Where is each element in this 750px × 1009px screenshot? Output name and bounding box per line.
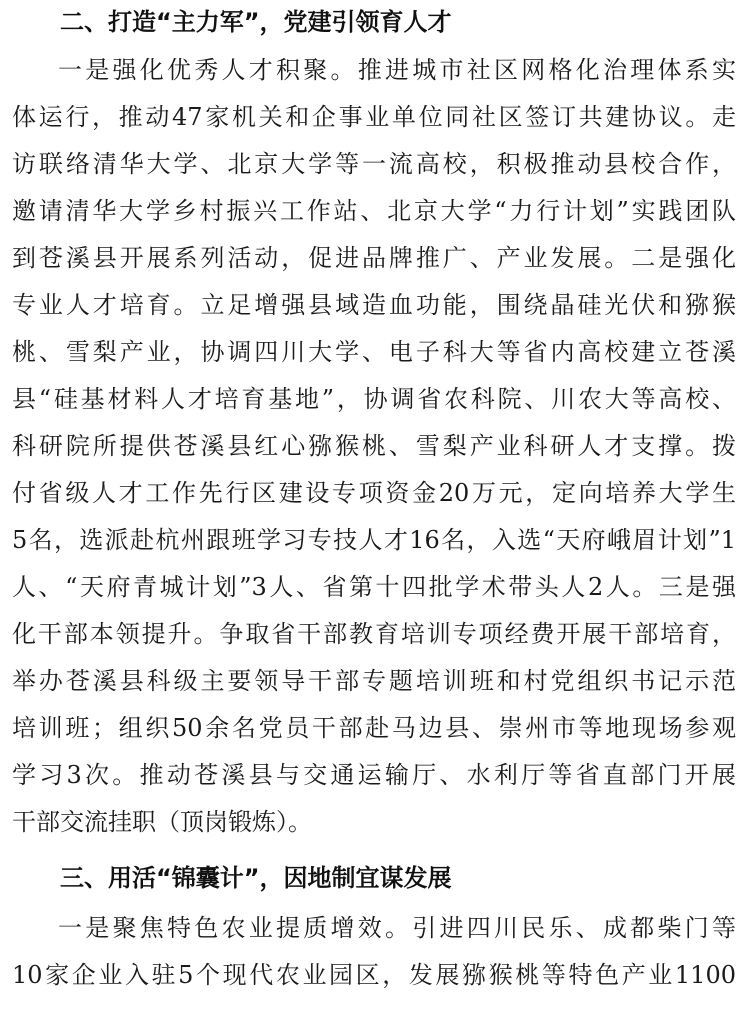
paragraph-line: 培训班；组织50余名党员干部赴马边县、崇州市等地现场参观 <box>12 714 736 742</box>
paragraph-line: 举办苍溪县科级主要领导干部专题培训班和村党组织书记示范 <box>12 667 736 695</box>
paragraph-line: 邀请清华大学乡村振兴工作站、北京大学“力行计划”实践团队 <box>12 197 736 225</box>
paragraph-line: 到苍溪县开展系列活动，促进品牌推广、产业发展。二是强化 <box>12 244 736 272</box>
paragraph-line: 专业人才培育。立足增强县域造血功能，围绕晶硅光伏和猕猴 <box>12 291 736 319</box>
section-heading-3: 三、用活“锦囊计”，因地制宜谋发展 <box>60 864 452 892</box>
paragraph-line: 学习3次。推动苍溪县与交通运输厅、水利厅等省直部门开展 <box>12 761 736 789</box>
paragraph-line: 5名，选派赴杭州跟班学习专技人才16名，入选“天府峨眉计划”1 <box>12 526 736 554</box>
paragraph-line: 付省级人才工作先行区建设专项资金20万元，定向培养大学生 <box>12 479 736 507</box>
paragraph-line: 一是强化优秀人才积聚。推进城市社区网格化治理体系实 <box>58 56 736 84</box>
paragraph-line: 人、“天府青城计划”3人、省第十四批学术带头人2人。三是强 <box>12 573 736 601</box>
paragraph-line: 干部交流挂职（顶岗锻炼）。 <box>12 808 312 836</box>
section-heading-2: 二、打造“主力军”，党建引领育人才 <box>60 8 452 36</box>
paragraph-line: 10家企业入驻5个现代农业园区，发展猕猴桃等特色产业1100 <box>12 961 736 989</box>
paragraph-line: 化干部本领提升。争取省干部教育培训专项经费开展干部培育， <box>12 620 736 648</box>
paragraph-line: 县“硅基材料人才培育基地”，协调省农科院、川农大等高校、 <box>12 385 736 413</box>
paragraph-line: 访联络清华大学、北京大学等一流高校，积极推动县校合作， <box>12 150 736 178</box>
paragraph-line: 一是聚焦特色农业提质增效。引进四川民乐、成都柴门等 <box>58 914 736 942</box>
paragraph-line: 体运行，推动47家机关和企事业单位同社区签订共建协议。走 <box>12 103 736 131</box>
paragraph-line: 桃、雪梨产业，协调四川大学、电子科大等省内高校建立苍溪 <box>12 338 736 366</box>
paragraph-line: 科研院所提供苍溪县红心猕猴桃、雪梨产业科研人才支撑。拨 <box>12 432 736 460</box>
